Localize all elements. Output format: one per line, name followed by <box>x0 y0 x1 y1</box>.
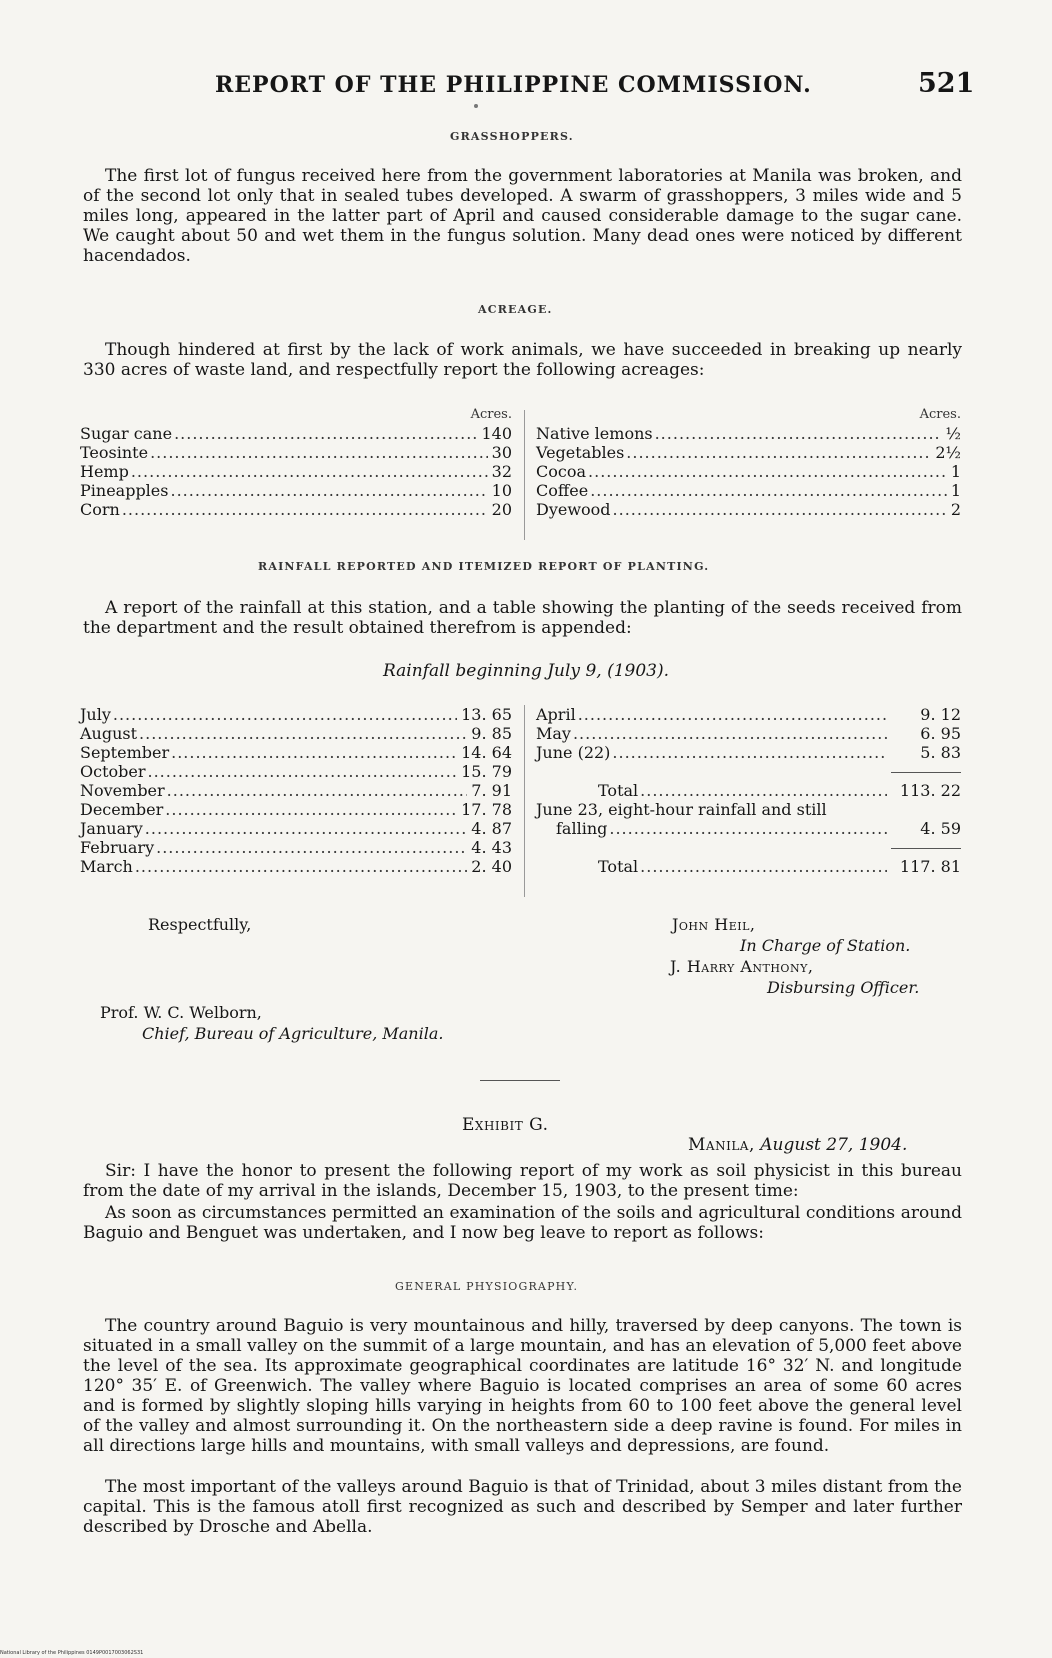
table-row: Dyewood ..... 2 <box>536 500 961 519</box>
total-row: Total ..... 113. 22 <box>536 781 961 800</box>
section-heading-grasshoppers: GRASSHOPPERS. <box>450 130 574 143</box>
signer-title: In Charge of Station. <box>740 936 911 955</box>
paragraph-grasshoppers: The first lot of fungus received here from the government laboratories at Manila was broken, and of the second lot only that in sealed tubes developed. A swarm of grasshoppers, 3 miles wide and 5 miles long, appeared in the latter part of April and caused considerable damage to the sugar cane. We caught about 50 and wet them in the fungus solution. Many dead ones were noticed by different hacendados. <box>83 166 962 266</box>
table-row: Cocoa ..... 1 <box>536 462 961 481</box>
table-row: July ..... 13. 65 <box>80 705 512 724</box>
sum-rule <box>891 772 961 781</box>
dateline-date: August 27, 1904. <box>760 1135 908 1155</box>
acres-header-left: Acres. <box>470 407 512 422</box>
table-row: March ..... 2. 40 <box>80 857 512 876</box>
acreage-left-column <box>80 406 512 519</box>
signer-name: J. Harry Anthony, <box>670 957 814 976</box>
column-divider <box>524 410 525 540</box>
rainfall-caption: Rainfall beginning July 9, (1903). <box>382 661 669 681</box>
dateline <box>688 1135 907 1156</box>
section-heading-rainfall: RAINFALL REPORTED AND ITEMIZED REPORT OF PLANTING. <box>258 560 710 573</box>
acres-header-right: Acres. <box>919 407 961 422</box>
total-row: Total ..... 117. 81 <box>536 857 961 876</box>
table-row: November ..... 7. 91 <box>80 781 512 800</box>
addressee-title: Chief, Bureau of Agriculture, Manila. <box>142 1024 444 1043</box>
table-row: October ..... 15. 79 <box>80 762 512 781</box>
table-row: September ..... 14. 64 <box>80 743 512 762</box>
table-row: August ..... 9. 85 <box>80 724 512 743</box>
table-row: February ..... 4. 43 <box>80 838 512 857</box>
rainfall-table <box>80 705 961 876</box>
table-row: Vegetables ..... 2½ <box>536 443 961 462</box>
signer-title: Disbursing Officer. <box>767 978 920 997</box>
table-row: Hemp ..... 32 <box>80 462 512 481</box>
section-heading-acreage: ACREAGE. <box>478 303 553 316</box>
paragraph-salutation: Sir: I have the honor to present the following report of my work as soil physicist in this bureau from the date of my arrival in the islands, December 15, 1903, to the present time: <box>83 1161 962 1201</box>
column-divider <box>524 705 525 897</box>
paragraph-physiography: The country around Baguio is very mountainous and hilly, traversed by deep canyons. The town is situated in a small valley on the summit of a large mountain, and has an elevation of 5,000 feet above the level of the sea. Its approximate geographical coordinates are latitude 16° 32′ N. and longitude 120° 35′ E. of Greenwich. The valley where Baguio is located comprises an area of some 60 acres and is formed by slightly sloping hills varying in heights from 60 to 100 feet above the general level of the valley and almost surrounding it. On the northeastern side a deep ravine is found. For miles in all directions large hills and mountains, with small valleys and depressions, are found. <box>83 1316 962 1456</box>
table-row: Coffee ..... 1 <box>536 481 961 500</box>
page-number: 521 <box>918 68 975 99</box>
table-row: Sugar cane ..... 140 <box>80 424 512 443</box>
table-row: June (22) ..... 5. 83 <box>536 743 961 762</box>
signature-block <box>672 914 919 998</box>
table-row: Pineapples ..... 10 <box>80 481 512 500</box>
paragraph-acreage: Though hindered at first by the lack of work animals, we have succeeded in breaking up nearly 330 acres of waste land, and respectfully report the following acreages: <box>83 340 962 380</box>
library-stamp: National Library of the Philippines 0149P0017003062S31 <box>0 1650 144 1656</box>
ornament-dot <box>474 104 478 108</box>
table-row: January ..... 4. 87 <box>80 819 512 838</box>
signer-name: John Heil, <box>672 915 756 934</box>
table-row: December ..... 17. 78 <box>80 800 512 819</box>
dateline-place: Manila, <box>688 1135 755 1155</box>
addressee-block <box>100 1002 443 1044</box>
section-divider <box>480 1080 560 1081</box>
acreage-table <box>80 406 961 519</box>
closing: Respectfully, <box>148 915 252 934</box>
rainfall-right-column <box>536 705 961 876</box>
table-row: May ..... 6. 95 <box>536 724 961 743</box>
addressee-name: Prof. W. C. Welborn, <box>100 1003 262 1022</box>
table-row: Native lemons ..... ½ <box>536 424 961 443</box>
sum-rule <box>891 848 961 857</box>
running-head: REPORT OF THE PHILIPPINE COMMISSION. <box>215 72 812 98</box>
paragraph-rainfall: A report of the rainfall at this station, and a table showing the planting of the seeds received from the department and the result obtained therefrom is appended: <box>83 598 962 638</box>
section-heading-physiography: GENERAL PHYSIOGRAPHY. <box>395 1280 579 1293</box>
exhibit-title: Exhibit G. <box>462 1115 549 1135</box>
table-row: April ..... 9. 12 <box>536 705 961 724</box>
note-row: June 23, eight-hour rainfall and still <box>536 800 827 819</box>
table-row: Teosinte ..... 30 <box>80 443 512 462</box>
rainfall-left-column <box>80 705 512 876</box>
acreage-right-column <box>536 406 961 519</box>
paragraph-intro: As soon as circumstances permitted an examination of the soils and agricultural conditions around Baguio and Benguet was undertaken, and I now beg leave to report as follows: <box>83 1203 962 1243</box>
note-row-value: falling ..... 4. 59 <box>536 819 961 838</box>
paragraph-trinidad: The most important of the valleys around Baguio is that of Trinidad, about 3 miles distant from the capital. This is the famous atoll first recognized as such and described by Semper and later further described by Drosche and Abella. <box>83 1477 962 1537</box>
table-row: Corn ..... 20 <box>80 500 512 519</box>
